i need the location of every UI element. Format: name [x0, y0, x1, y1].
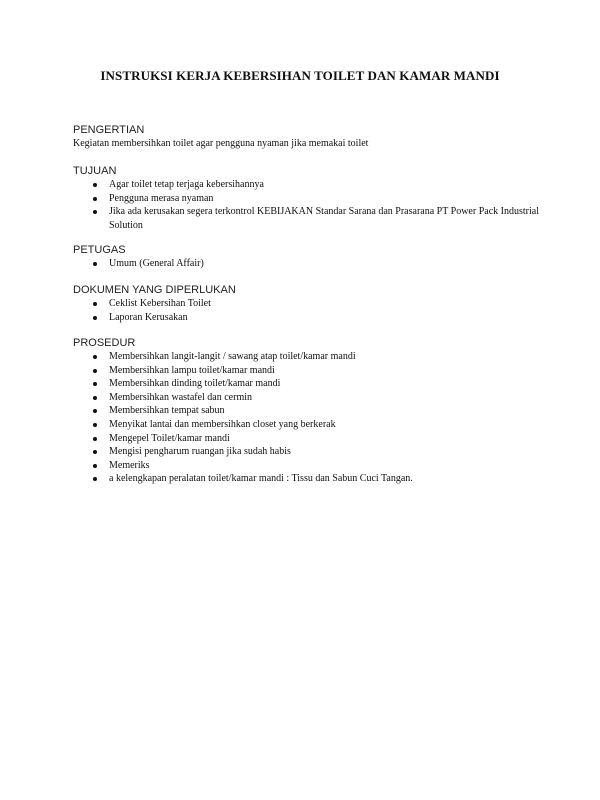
list-item [73, 472, 543, 486]
dokumen-list [73, 297, 543, 324]
bullet-icon [93, 437, 97, 441]
list-item [73, 350, 543, 364]
list-item [73, 311, 543, 325]
bullet-icon [93, 183, 97, 187]
list-item [73, 418, 543, 432]
section-heading: TUJUAN [73, 165, 117, 177]
bullet-icon [93, 355, 97, 359]
bullet-icon [93, 450, 97, 454]
list-item [73, 404, 543, 418]
bullet-icon [93, 382, 97, 386]
list-item-text: Umum (General Affair) [109, 258, 204, 269]
list-item [73, 192, 543, 206]
bullet-icon [93, 369, 97, 373]
list-item-text: Membersihkan langit-langit / sawang atap toilet/kamar mandi [109, 351, 356, 362]
section-petugas [73, 243, 543, 271]
list-item [73, 297, 543, 311]
list-item-text: Jika ada kerusakan segera terkontrol KEBIJAKAN Standar Sarana dan Prasarana PT Power Pack Industrial Solution [109, 206, 539, 231]
list-item-text: Membersihkan wastafel dan cermin [109, 391, 253, 403]
bullet-icon [93, 477, 97, 481]
list-item [73, 178, 543, 192]
bullet-icon [93, 316, 97, 320]
list-item-text: Menyikat lantai dan membersihkan closet yang berkerak [109, 418, 336, 430]
list-item-text: Mengepel Toilet/kamar mandi [109, 432, 230, 444]
section-pengertian [73, 123, 543, 150]
section-prosedur [73, 336, 543, 486]
section-heading: PETUGAS [73, 244, 126, 256]
list-item [73, 445, 543, 459]
list-item-text: Memeriks [109, 459, 150, 471]
list-item [73, 391, 543, 405]
list-item [73, 257, 543, 271]
bullet-icon [93, 262, 97, 266]
bullet-icon [93, 197, 97, 201]
list-item-text: Agar toilet tetap terjaga kebersihannya [109, 179, 264, 190]
list-item-text: a kelengkapan peralatan toilet/kamar mandi : Tissu dan Sabun Cuci Tangan. [109, 473, 413, 485]
bullet-icon [93, 423, 97, 427]
list-item [73, 377, 543, 391]
document-title: INSTRUKSI KERJA KEBERSIHAN TOILET DAN KAMAR MANDI [100, 68, 500, 83]
petugas-list [73, 257, 543, 271]
list-item [73, 364, 543, 378]
bullet-icon [93, 210, 97, 214]
bullet-icon [93, 396, 97, 400]
list-item-text: Ceklist Kebersihan Toilet [109, 298, 211, 309]
list-item-text: Pengguna merasa nyaman [109, 192, 214, 204]
list-item [73, 432, 543, 446]
list-item [73, 459, 543, 473]
section-tujuan [73, 164, 543, 232]
section-dokumen [73, 283, 543, 324]
list-item-text: Membersihkan dinding toilet/kamar mandi [109, 378, 281, 390]
section-heading: PROSEDUR [73, 337, 136, 349]
list-item [73, 205, 543, 232]
tujuan-list [73, 178, 543, 232]
section-heading: DOKUMEN YANG DIPERLUKAN [73, 284, 236, 296]
bullet-icon [93, 409, 97, 413]
bullet-icon [93, 464, 97, 468]
list-item-text: Laporan Kerusakan [109, 311, 188, 323]
section-heading: PENGERTIAN [73, 124, 145, 136]
pengertian-text: Kegiatan membersihkan toilet agar pengguna nyaman jika memakai toilet [73, 138, 369, 149]
bullet-icon [93, 302, 97, 306]
list-item-text: Membersihkan lampu toilet/kamar mandi [109, 364, 275, 376]
list-item-text: Mengisi pengharum ruangan jika sudah habis [109, 446, 291, 458]
prosedur-list [73, 350, 543, 486]
list-item-text: Membersihkan tempat sabun [109, 405, 225, 417]
